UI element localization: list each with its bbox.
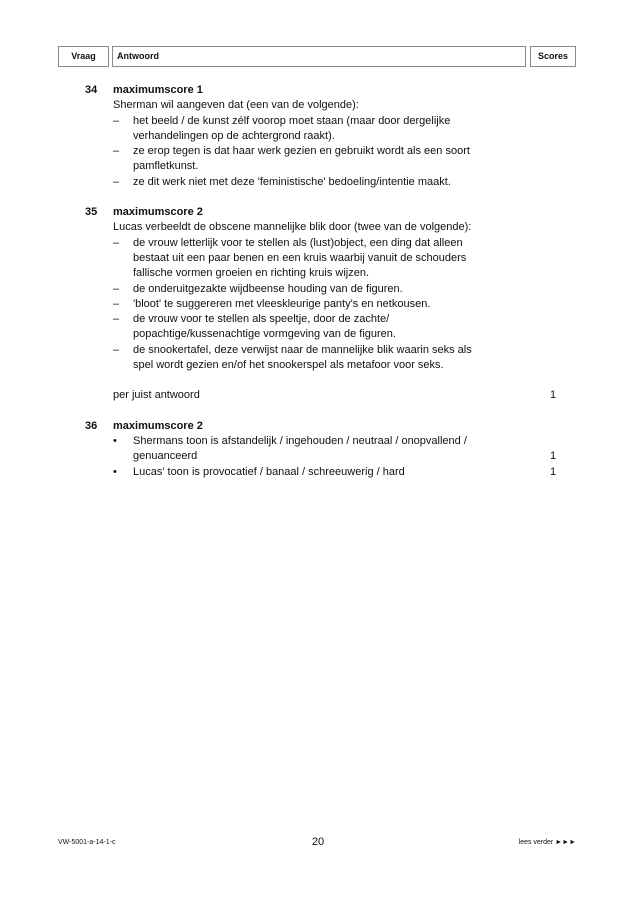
answer-intro: Lucas verbeeldt de obscene mannelijke blik door (twee van de volgende): [113, 221, 472, 234]
question-number: 34 [85, 84, 98, 96]
answer-item [113, 175, 533, 190]
question-block [0, 205, 636, 404]
page-number: 20 [311, 836, 325, 848]
answer-item [113, 114, 533, 145]
answer-line: verhandelingen op de achtergrond raakt). [133, 129, 335, 142]
answer-line: de vrouw letterlijk voor te stellen als (lust)object, een ding dat alleen [133, 236, 463, 249]
answer-line: ze dit werk niet met deze 'feministische' bedoeling/intentie maakt. [133, 175, 451, 188]
dash-icon: – [113, 282, 120, 295]
question-block [0, 419, 636, 480]
answer-item [113, 312, 533, 343]
answer-content [0, 83, 636, 495]
answer-line: popachtige/kussenachtige vormgeving van de figuren. [133, 328, 396, 341]
item-score: 1 [549, 465, 557, 478]
dash-icon: – [113, 236, 120, 249]
max-score-title: maximumscore 2 [113, 206, 203, 219]
dash-icon: – [113, 313, 120, 326]
page-footer [0, 836, 636, 852]
dash-icon: – [113, 175, 120, 188]
max-score-title: maximumscore 1 [113, 84, 203, 96]
answer-item [113, 343, 533, 374]
dash-icon: – [113, 145, 120, 158]
per-answer-line [113, 388, 557, 403]
answer-line: genuanceerd [133, 450, 198, 463]
per-answer-text: per juist antwoord [113, 389, 200, 402]
answer-item [113, 297, 533, 312]
answer-item [113, 434, 557, 465]
answer-intro: Sherman wil aangeven dat (een van de volgende): [113, 99, 359, 112]
answer-line: Lucas' toon is provocatief / banaal / schreeuwerig / hard [133, 465, 405, 478]
answer-item [113, 144, 533, 175]
item-score: 1 [549, 450, 557, 463]
per-answer-score: 1 [549, 389, 557, 402]
answer-line: het beeld / de kunst zélf voorop moet staan (maar door dergelijke [133, 114, 451, 127]
answer-line: bestaat uit een paar benen en een kruis waarbij vanuit de schouders [133, 251, 467, 264]
dash-icon: – [113, 297, 120, 310]
column-header-antwoord: Antwoord [112, 46, 526, 67]
question-answer [113, 419, 557, 480]
answer-line: spel wordt gezien en/of het snookerspel als metafoor voor seks. [133, 359, 444, 372]
answer-line: de vrouw voor te stellen als speeltje, door de zachte/ [133, 313, 390, 326]
question-answer [113, 205, 557, 404]
bullet-icon: • [113, 434, 117, 447]
question-number: 36 [85, 419, 98, 432]
spacer [113, 373, 533, 388]
bullet-icon: • [113, 465, 117, 478]
answer-item [113, 236, 533, 282]
continue-indicator: lees verder ►►► [518, 839, 576, 846]
column-header-vraag: Vraag [58, 46, 109, 67]
answer-line: Shermans toon is afstandelijk / ingehouden / neutraal / onopvallend / [133, 434, 467, 447]
document-code: VW-5001-a-14-1-c [58, 839, 116, 846]
answer-line: fallische vormen groeien en richting kruis wijzen. [133, 267, 369, 280]
question-answer [113, 83, 533, 190]
answer-line: ze erop tegen is dat haar werk gezien en gebruikt wordt als een soort [133, 145, 470, 158]
question-number: 35 [85, 206, 98, 219]
max-score-title: maximumscore 2 [113, 419, 203, 432]
dash-icon: – [113, 343, 120, 356]
answer-line: de snookertafel, deze verwijst naar de mannelijke blik waarin seks als [133, 343, 472, 356]
answer-line: 'bloot' te suggereren met vleeskleurige panty's en netkousen. [133, 297, 431, 310]
answer-item [113, 465, 557, 480]
column-header-scores: Scores [530, 46, 576, 67]
question-block [0, 83, 636, 190]
answer-item [113, 282, 533, 297]
dash-icon: – [113, 114, 120, 127]
answer-line: pamfletkunst. [133, 160, 199, 173]
answer-line: de onderuitgezakte wijdbeense houding van de figuren. [133, 282, 403, 295]
